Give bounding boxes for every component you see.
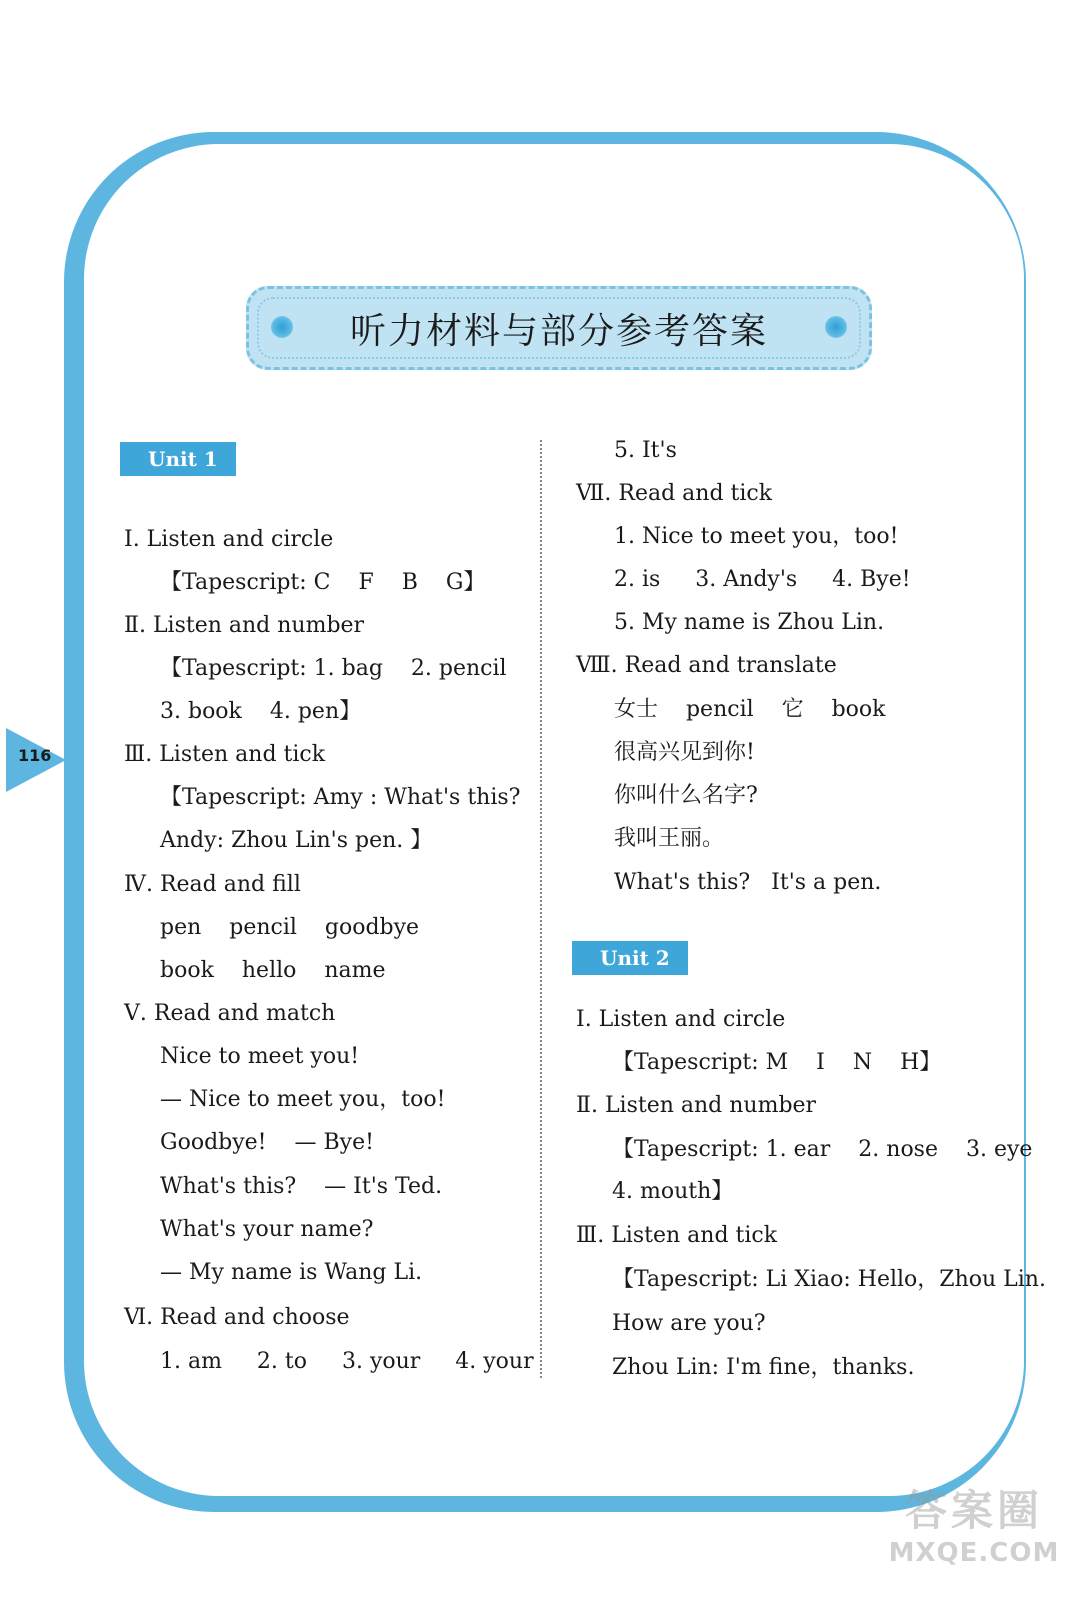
unit1-left-line: — Nice to meet you，too!: [160, 1087, 446, 1112]
column-divider: [540, 440, 542, 1378]
unit1-left-line: 【Tapescript: Amy : What's this?: [160, 785, 521, 810]
title-banner: [246, 286, 872, 370]
unit1-left-line: 【Tapescript: 1. bag 2. pencil: [160, 656, 507, 681]
unit1-left-line: 1. am 2. to 3. your 4. your: [160, 1349, 534, 1374]
page-title: 听力材料与部分参考答案: [349, 310, 768, 352]
watermark-url: MXQE.COM: [888, 1538, 1060, 1568]
unit1-right-line: 2. is 3. Andy's 4. Bye!: [614, 567, 911, 592]
unit2-label: Unit 2: [572, 941, 688, 975]
unit1-left-line: What's your name?: [160, 1217, 374, 1242]
unit1-right-line: 很高兴见到你!: [614, 740, 755, 765]
unit1-left-line: Ⅱ. Listen and number: [124, 613, 365, 638]
unit1-right-line: What's this? It's a pen.: [614, 870, 882, 895]
unit1-left-line: Ⅵ. Read and choose: [124, 1305, 350, 1330]
unit1-left-line: — My name is Wang Li.: [160, 1260, 423, 1285]
unit1-left-line: Ⅲ. Listen and tick: [124, 742, 326, 767]
unit1-left-line: What's this? — It's Ted.: [160, 1174, 443, 1199]
unit1-left-line: Nice to meet you!: [160, 1044, 360, 1069]
unit1-right-line: Ⅷ. Read and translate: [576, 653, 837, 678]
unit1-right-line: 5. It's: [614, 438, 677, 463]
banner-left-dot-icon: [271, 316, 293, 338]
unit1-left-line: 【Tapescript: C F B G】: [160, 570, 486, 595]
unit1-left-line: Ⅰ. Listen and circle: [124, 527, 334, 552]
unit2-right-line: Ⅲ. Listen and tick: [576, 1223, 778, 1248]
watermark: [884, 1478, 1064, 1588]
unit1-label: Unit 1: [120, 442, 236, 476]
unit1-right-line: 你叫什么名字?: [614, 783, 758, 808]
unit2-right-line: Zhou Lin: I'm fine，thanks.: [612, 1355, 915, 1380]
unit1-right-line: 5. My name is Zhou Lin.: [614, 610, 885, 635]
unit1-left-line: pen pencil goodbye: [160, 915, 420, 940]
unit2-right-line: 4. mouth】: [612, 1179, 734, 1204]
banner-right-dot-icon: [825, 316, 847, 338]
unit1-left-line: book hello name: [160, 958, 386, 983]
unit1-right-line: 1. Nice to meet you，too!: [614, 524, 899, 549]
page-number: 116: [18, 746, 52, 765]
unit2-right-line: Ⅰ. Listen and circle: [576, 1007, 786, 1032]
unit1-left-line: Ⅳ. Read and fill: [124, 872, 301, 897]
unit1-left-line: Goodbye! — Bye!: [160, 1130, 374, 1155]
unit1-right-line: Ⅶ. Read and tick: [576, 481, 773, 506]
unit2-right-line: How are you?: [612, 1311, 766, 1336]
unit2-right-line: 【Tapescript: M I N H】: [612, 1050, 942, 1075]
watermark-logo-text: 答案圈: [904, 1486, 1043, 1535]
unit1-left-line: 3. book 4. pen】: [160, 699, 362, 724]
unit1-right-line: 我叫王丽。: [614, 826, 725, 851]
unit1-right-line: 女士 pencil 它 book: [614, 697, 886, 722]
unit1-left-line: Andy: Zhou Lin's pen. 】: [160, 828, 433, 853]
unit2-right-line: 【Tapescript: 1. ear 2. nose 3. eye: [612, 1137, 1033, 1162]
unit2-right-line: 【Tapescript: Li Xiao: Hello，Zhou Lin.: [612, 1267, 1046, 1292]
unit2-right-line: Ⅱ. Listen and number: [576, 1093, 817, 1118]
unit1-left-line: Ⅴ. Read and match: [124, 1001, 336, 1026]
